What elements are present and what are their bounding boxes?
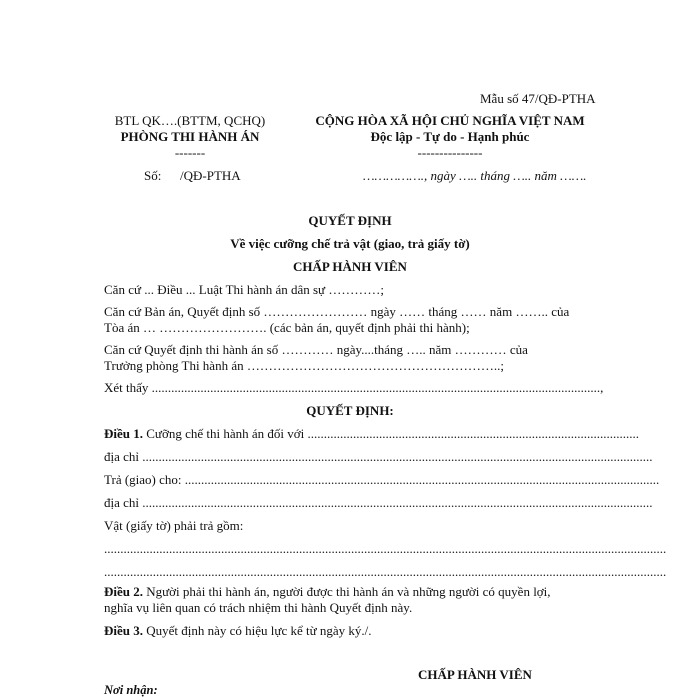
article-1-text: Cưỡng chế thi hành án đối với ...................................................................................................... — [143, 426, 639, 441]
header-dashes-right: --------------- — [417, 145, 483, 160]
ground-line-1: Căn cứ ... Điều ... Luật Thi hành án dân sự …………; — [104, 282, 384, 297]
national-motto: Độc lập - Tự do - Hạnh phúc — [370, 129, 530, 144]
article-1-line — [104, 426, 639, 442]
article-2-line-b: nghĩa vụ liên quan có trách nhiệm thi hành Quyết định này. — [104, 600, 413, 615]
document-subject: Về việc cưỡng chế trả vật (giao, trả giấy tờ) — [230, 236, 470, 251]
document-number-value: /QĐ-PTHA — [180, 168, 241, 183]
article-1-address-2: địa chỉ ............................................................................................................................................................. — [104, 495, 653, 510]
recipients-label: Nơi nhận: — [104, 683, 158, 697]
article-2-line-a — [104, 584, 604, 600]
article-3-text: Quyết định này có hiệu lực kể từ ngày ký./. — [143, 623, 372, 638]
article-1-label: Điều 1. — [104, 426, 143, 441]
article-1-address-1: địa chỉ ............................................................................................................................................................. — [104, 449, 653, 464]
ground-line-3b: Trưởng phòng Thi hành án …………………………………………………..; — [104, 358, 504, 373]
article-2-text-a: Người phải thi hành án, người được thi hành án và những người có quyền lợi, — [143, 584, 551, 599]
article-3-line — [104, 623, 604, 639]
country-name: CỘNG HÒA XÃ HỘI CHỦ NGHĨA VIỆT NAM — [315, 113, 585, 128]
article-1-items-line-1: ............................................................................................................................................................................. — [104, 541, 667, 556]
ground-line-4: Xét thấy .........................................................................................................................................., — [104, 380, 604, 395]
form-number: Mẫu số 47/QĐ-PTHA — [480, 91, 596, 106]
issuing-authority: CHẤP HÀNH VIÊN — [293, 259, 407, 274]
article-2-label: Điều 2. — [104, 584, 143, 599]
org-line: BTL QK….(BTTM, QCHQ) — [114, 113, 266, 128]
article-1-items-label: Vật (giấy tờ) phải trả gồm: — [104, 518, 244, 533]
article-1-deliver-to: Trả (giao) cho: .................................................................................................................................................. — [104, 472, 660, 487]
document-title: QUYẾT ĐỊNH — [308, 213, 392, 228]
ground-line-3a: Căn cứ Quyết định thi hành án số ………… ngày....tháng ….. năm ………… của — [104, 342, 528, 357]
date-line: ……………., ngày ….. tháng ….. năm ……. — [363, 168, 587, 183]
header-dashes-left: ------- — [174, 145, 206, 160]
ground-line-2a: Căn cứ Bản án, Quyết định số …………………… ngày …… tháng …… năm …….. của — [104, 304, 570, 319]
department-name: PHÒNG THI HÀNH ÁN — [120, 129, 260, 144]
decision-heading: QUYẾT ĐỊNH: — [306, 403, 394, 418]
signature-title: CHẤP HÀNH VIÊN — [418, 667, 532, 682]
article-1-items-line-2: ............................................................................................................................................................................. — [104, 564, 667, 579]
ground-line-2b: Tòa án … ……………………. (các bản án, quyết định phải thi hành); — [104, 320, 470, 335]
article-3-label: Điều 3. — [104, 623, 143, 638]
document-number-label: Số: — [144, 168, 162, 183]
